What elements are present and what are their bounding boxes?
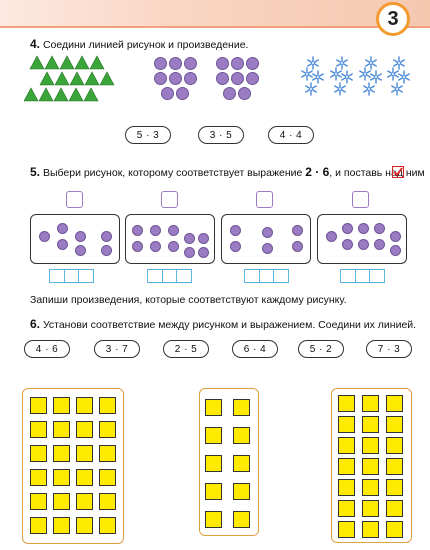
triangle (75, 56, 89, 69)
checkmark-icon (392, 166, 404, 178)
yellow-square (53, 421, 70, 438)
triangle (69, 88, 83, 101)
dot (342, 239, 353, 250)
yellow-square (76, 397, 93, 414)
option-pill[interactable]: 2 · 5 (163, 340, 209, 358)
page-number: 3 (376, 2, 410, 36)
yellow-square (338, 500, 355, 517)
dot (75, 245, 86, 256)
yellow-square (205, 455, 222, 472)
option-pill[interactable]: 3 · 7 (94, 340, 140, 358)
dot (57, 223, 68, 234)
dot (231, 72, 244, 85)
dot (230, 241, 241, 252)
dot (223, 87, 236, 100)
dot (184, 247, 195, 258)
dot (150, 241, 161, 252)
option-pill[interactable]: 7 · 3 (366, 340, 412, 358)
task-5-text: Выбери рисунок, которому соответствует выражение (42, 167, 303, 179)
dot (216, 72, 229, 85)
answer-cells[interactable] (340, 269, 385, 283)
yellow-square (53, 469, 70, 486)
yellow-square (362, 500, 379, 517)
yellow-square (205, 399, 222, 416)
dot (176, 87, 189, 100)
dot (198, 233, 209, 244)
triangle (24, 88, 38, 101)
dot (132, 225, 143, 236)
option-pill[interactable]: 4 · 4 (268, 126, 314, 144)
yellow-square (233, 455, 250, 472)
yellow-square (76, 469, 93, 486)
dot (132, 241, 143, 252)
yellow-square (386, 521, 403, 538)
dot (262, 243, 273, 254)
yellow-square (233, 511, 250, 528)
yellow-square (53, 397, 70, 414)
answer-box[interactable] (256, 191, 273, 208)
snowflake-icon (333, 82, 347, 101)
yellow-square (76, 421, 93, 438)
yellow-square (362, 395, 379, 412)
dot (374, 239, 385, 250)
dot (101, 231, 112, 242)
yellow-square (99, 517, 116, 534)
triangle (85, 72, 99, 85)
header-band (0, 0, 430, 26)
snowflake-icon (304, 82, 318, 101)
dot-card-2[interactable] (125, 214, 215, 264)
squares-grid-4x6[interactable] (22, 388, 124, 544)
yellow-square (205, 511, 222, 528)
option-pill[interactable]: 6 · 4 (232, 340, 278, 358)
snowflake-icon (362, 82, 376, 101)
dots-picture[interactable] (154, 57, 264, 105)
triangle (84, 88, 98, 101)
yellow-square (386, 437, 403, 454)
dot (216, 57, 229, 70)
triangle (60, 56, 74, 69)
yellow-square (30, 421, 47, 438)
option-pill[interactable]: 4 · 6 (24, 340, 70, 358)
answer-box[interactable] (161, 191, 178, 208)
option-pill[interactable]: 5 · 2 (298, 340, 344, 358)
dot (326, 231, 337, 242)
dot (342, 223, 353, 234)
task-6-number: 6. (30, 317, 41, 331)
squares-grid-3x7[interactable] (331, 388, 412, 543)
triangle (40, 72, 54, 85)
dot (75, 231, 86, 242)
yellow-square (53, 493, 70, 510)
yellow-square (362, 458, 379, 475)
dot (198, 247, 209, 258)
yellow-square (362, 437, 379, 454)
yellow-square (362, 521, 379, 538)
yellow-square (338, 437, 355, 454)
yellow-square (99, 493, 116, 510)
yellow-square (386, 479, 403, 496)
answer-box[interactable] (66, 191, 83, 208)
task-5-instruction: Запиши произведения, которые соответствуют каждому рисунку. (30, 294, 347, 306)
dot (246, 72, 259, 85)
yellow-square (99, 421, 116, 438)
yellow-square (338, 395, 355, 412)
triangle (100, 72, 114, 85)
triangle (39, 88, 53, 101)
yellow-square (362, 416, 379, 433)
yellow-square (76, 493, 93, 510)
dot (168, 225, 179, 236)
dot-card-3[interactable] (221, 214, 311, 264)
dot (358, 223, 369, 234)
task-5-number: 5. (30, 165, 41, 179)
squares-grid-2x5[interactable] (199, 388, 259, 536)
triangle (45, 56, 59, 69)
dot (246, 57, 259, 70)
yellow-square (386, 500, 403, 517)
yellow-square (99, 445, 116, 462)
dot (184, 233, 195, 244)
dot (292, 241, 303, 252)
triangles-picture[interactable] (24, 55, 114, 105)
task-4-text: Соедини линией рисунок и произведение. (42, 39, 249, 51)
yellow-square (233, 483, 250, 500)
yellow-square (30, 445, 47, 462)
triangle (54, 88, 68, 101)
dot (101, 245, 112, 256)
dot (390, 245, 401, 256)
yellow-square (30, 493, 47, 510)
dot (154, 57, 167, 70)
task-5-heading (30, 166, 425, 180)
dot (390, 231, 401, 242)
dot (358, 239, 369, 250)
dot (57, 239, 68, 250)
task-5-text-after: , и поставь над ним (329, 167, 425, 179)
triangle (55, 72, 69, 85)
dot (168, 241, 179, 252)
task-4-number: 4. (30, 37, 41, 51)
dot (169, 72, 182, 85)
snowflakes-picture[interactable] (300, 56, 412, 106)
option-pill[interactable]: 3 · 5 (198, 126, 244, 144)
dot (238, 87, 251, 100)
answer-cells[interactable] (49, 269, 94, 283)
yellow-square (386, 395, 403, 412)
task-6-heading (30, 318, 416, 332)
dot (231, 57, 244, 70)
answer-cells[interactable] (147, 269, 192, 283)
yellow-square (76, 445, 93, 462)
yellow-square (30, 397, 47, 414)
yellow-square (30, 469, 47, 486)
dot-card-4[interactable] (317, 214, 407, 264)
yellow-square (99, 469, 116, 486)
dot-card-1[interactable] (30, 214, 120, 264)
dot (39, 231, 50, 242)
triangle (90, 56, 104, 69)
triangle (30, 56, 44, 69)
dot (184, 72, 197, 85)
task-4-heading (30, 38, 248, 52)
dot (154, 72, 167, 85)
yellow-square (205, 483, 222, 500)
triangle (70, 72, 84, 85)
answer-box[interactable] (352, 191, 369, 208)
yellow-square (386, 416, 403, 433)
yellow-square (386, 458, 403, 475)
option-pill[interactable]: 5 · 3 (125, 126, 171, 144)
yellow-square (205, 427, 222, 444)
dot (262, 227, 273, 238)
yellow-square (338, 479, 355, 496)
yellow-square (338, 521, 355, 538)
yellow-square (338, 416, 355, 433)
yellow-square (76, 517, 93, 534)
yellow-square (53, 445, 70, 462)
task-5-expression: 2 · 6 (305, 165, 330, 179)
dot (230, 225, 241, 236)
dot (374, 223, 385, 234)
task-6-text: Установи соответствие между рисунком и выражением. Соедини их линией. (42, 319, 417, 331)
yellow-square (362, 479, 379, 496)
yellow-square (30, 517, 47, 534)
dot (292, 225, 303, 236)
yellow-square (99, 397, 116, 414)
dot (161, 87, 174, 100)
snowflake-icon (390, 82, 404, 101)
answer-cells[interactable] (244, 269, 289, 283)
dot (184, 57, 197, 70)
header-divider (0, 26, 430, 28)
dot (169, 57, 182, 70)
yellow-square (233, 427, 250, 444)
yellow-square (53, 517, 70, 534)
yellow-square (338, 458, 355, 475)
yellow-square (233, 399, 250, 416)
dot (150, 225, 161, 236)
